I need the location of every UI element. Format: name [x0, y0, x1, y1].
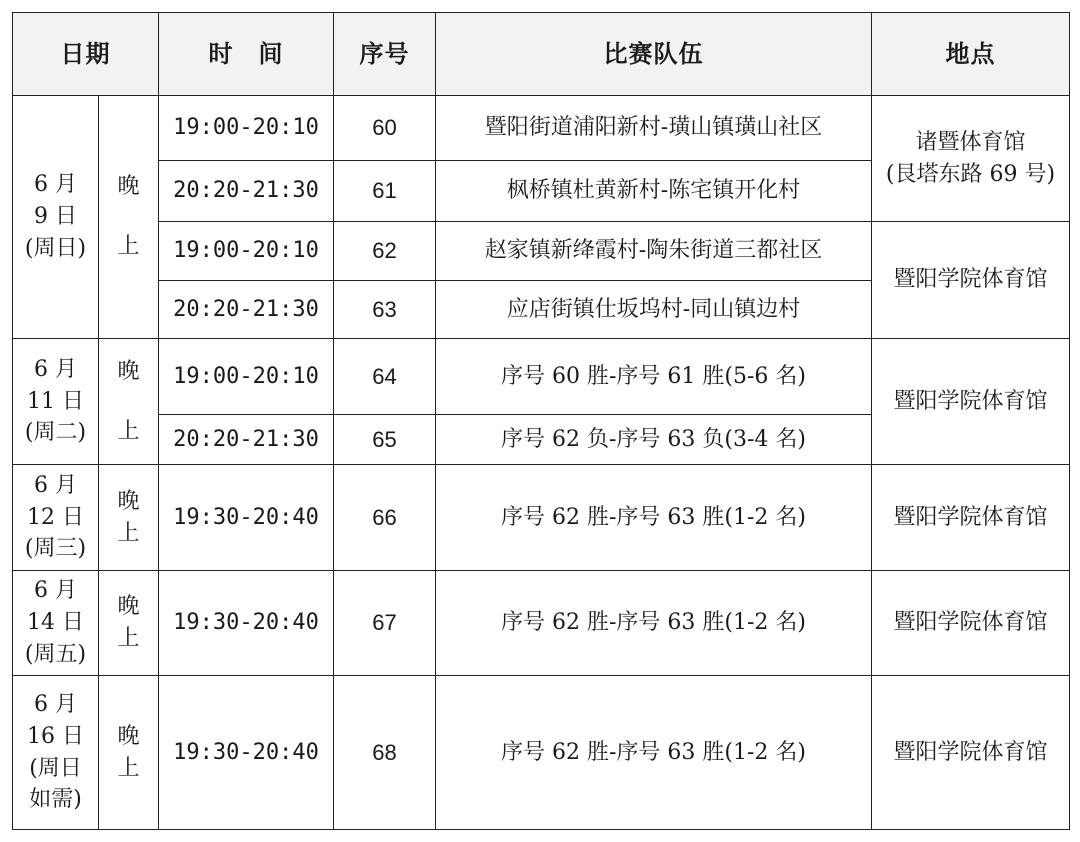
table-row [13, 96, 1070, 161]
number-cell: 63 [334, 281, 436, 339]
time-cell: 19:00-20:10 [159, 222, 334, 281]
table-row [13, 571, 1070, 676]
venue-line: 暨阳学院体育馆 [893, 267, 1048, 293]
match-cell: 序号 62 胜-序号 63 胜(1-2 名) [436, 676, 872, 830]
match-cell: 序号 62 负-序号 63 负(3-4 名) [436, 415, 872, 465]
number-cell: 68 [334, 676, 436, 830]
evening-cell [99, 339, 159, 465]
evening-line: 上 [117, 520, 140, 546]
date-line: (周日 [29, 755, 82, 781]
match-cell: 枫桥镇杜黄新村-陈宅镇开化村 [436, 161, 872, 222]
evening-line: 晚 [117, 594, 140, 620]
date-line: 16 日 [27, 723, 84, 749]
number-cell: 61 [334, 161, 436, 222]
date-line: 如需) [29, 787, 82, 813]
date-line: 14 日 [27, 610, 84, 636]
date-cell [13, 339, 99, 465]
venue-cell: 暨阳学院体育馆 [872, 676, 1070, 830]
match-cell: 序号 62 胜-序号 63 胜(1-2 名) [436, 465, 872, 571]
number-cell: 62 [334, 222, 436, 281]
match-cell: 应店街镇仕坂坞村-同山镇边村 [436, 281, 872, 339]
date-line: 6 月 [34, 691, 77, 717]
date-cell [13, 571, 99, 676]
date-line: (周五) [24, 641, 87, 667]
date-line: 11 日 [27, 388, 84, 414]
header-venue: 地点 [872, 13, 1070, 96]
date-line: 9 日 [34, 204, 77, 230]
time-cell: 19:30-20:40 [159, 465, 334, 571]
venue-cell: 暨阳学院体育馆 [872, 465, 1070, 571]
time-cell: 20:20-21:30 [159, 415, 334, 465]
date-cell [13, 96, 99, 339]
time-cell: 20:20-21:30 [159, 161, 334, 222]
venue-line: (艮塔东路 69 号) [885, 161, 1056, 187]
evening-cell [99, 571, 159, 676]
table-row [13, 339, 1070, 415]
header-time: 时 间 [159, 13, 334, 96]
number-cell: 60 [334, 96, 436, 161]
date-cell [13, 676, 99, 830]
date-line: (周日) [24, 235, 87, 261]
table-row [13, 465, 1070, 571]
time-cell: 19:00-20:10 [159, 339, 334, 415]
number-cell: 65 [334, 415, 436, 465]
date-line: (周二) [24, 420, 87, 446]
date-line: 6 月 [34, 472, 77, 498]
match-cell: 暨阳街道浦阳新村-璜山镇璜山社区 [436, 96, 872, 161]
date-line: 6 月 [34, 172, 77, 198]
evening-line: 晚 [117, 723, 140, 749]
time-cell: 19:30-20:40 [159, 571, 334, 676]
venue-line: 诸暨体育馆 [915, 129, 1026, 155]
header-row [13, 13, 1070, 96]
date-cell [13, 465, 99, 571]
date-line: 6 月 [34, 578, 77, 604]
date-line: (周三) [24, 536, 87, 562]
time-cell: 19:00-20:10 [159, 96, 334, 161]
evening-line: 上 [117, 418, 140, 444]
time-cell: 19:30-20:40 [159, 676, 334, 830]
table-row [13, 676, 1070, 830]
date-line: 12 日 [27, 504, 84, 530]
venue-cell: 暨阳学院体育馆 [872, 571, 1070, 676]
table-row [13, 222, 1070, 281]
match-cell: 序号 62 胜-序号 63 胜(1-2 名) [436, 571, 872, 676]
evening-cell [99, 465, 159, 571]
evening-line: 上 [117, 626, 140, 651]
date-line: 6 月 [34, 356, 77, 382]
venue-cell [872, 96, 1070, 222]
evening-line: 晚 [117, 488, 140, 514]
evening-cell [99, 96, 159, 339]
venue-cell [872, 222, 1070, 339]
number-cell: 66 [334, 465, 436, 571]
evening-line: 上 [117, 755, 140, 781]
evening-line: 晚 [117, 358, 140, 384]
schedule-table [12, 12, 1070, 830]
evening-line: 上 [117, 234, 140, 259]
evening-line: 晚 [117, 174, 140, 200]
match-cell: 赵家镇新绛霞村-陶朱街道三都社区 [436, 222, 872, 281]
evening-cell [99, 676, 159, 830]
header-date: 日期 [13, 13, 159, 96]
venue-cell: 暨阳学院体育馆 [872, 339, 1070, 465]
number-cell: 64 [334, 339, 436, 415]
time-cell: 20:20-21:30 [159, 281, 334, 339]
header-number: 序号 [334, 13, 436, 96]
number-cell: 67 [334, 571, 436, 676]
match-cell: 序号 60 胜-序号 61 胜(5-6 名) [436, 339, 872, 415]
header-match: 比赛队伍 [436, 13, 872, 96]
